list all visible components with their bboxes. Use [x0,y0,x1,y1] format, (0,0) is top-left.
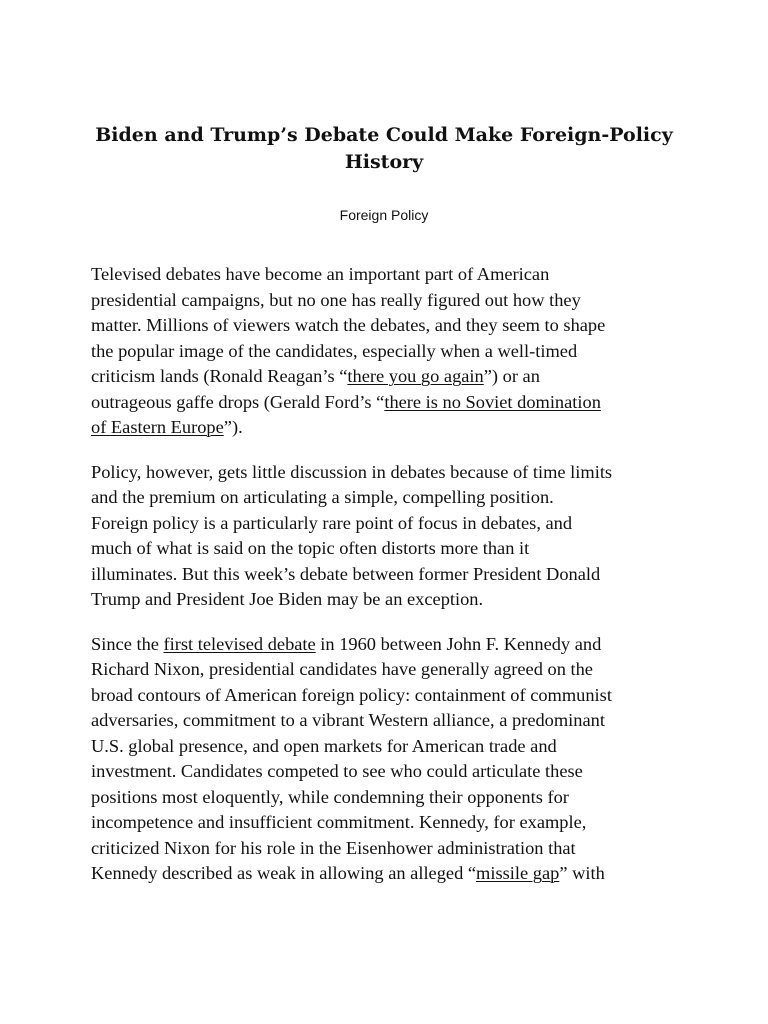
text-line [91,810,691,836]
text-run: in 1960 between John F. Kennedy and [315,633,602,654]
text-run: Televised debates have become an important part of American [91,264,550,284]
article-title-line-1: Biden and Trump’s Debate Could Make Foreign-Policy [95,124,673,146]
text-line [91,861,691,887]
text-line [91,785,691,811]
text-run: Kennedy described as weak in allowing an alleged “ [91,863,477,883]
text-run: ”). [223,417,243,437]
link-missile-gap[interactable]: missile gap [476,863,560,883]
text-run: Policy, however, gets little discussion in debates because of time limits [91,461,613,482]
paragraph-1 [91,262,691,441]
text-run: Since the [91,633,164,654]
text-run: the popular image of the candidates, especially when a well-timed [91,340,578,361]
text-line [91,390,691,416]
text-line [91,511,691,537]
article-body [91,262,691,906]
text-run: positions most eloquently, while condemning their opponents for [91,786,569,807]
text-run: and the premium on articulating a simple, compelling position. [91,487,554,507]
text-run: investment. Candidates competed to see who could articulate these [91,761,583,781]
text-line [91,536,691,562]
link-eastern-europe[interactable]: of Eastern Europe [91,417,224,437]
paragraph-2 [91,460,691,613]
text-run: adversaries, commitment to a vibrant Western alliance, a predominant [91,710,605,730]
text-run: broad contours of American foreign policy: containment of communist [91,684,612,705]
text-line [91,562,691,588]
text-line [91,485,691,511]
text-run: presidential campaigns, but no one has really figured out how they [91,289,581,310]
text-line [91,657,691,683]
link-there-you-go-again[interactable]: there you go again [347,366,484,386]
text-line [91,339,691,365]
text-line [91,262,691,288]
link-soviet-domination[interactable]: there is no Soviet domination [384,391,601,412]
text-line [91,415,691,441]
text-run: ” with [559,863,605,883]
paragraph-3 [91,632,691,887]
text-run: matter. Millions of viewers watch the debates, and they seem to shape [91,315,606,335]
text-run: much of what is said on the topic often distorts more than it [91,538,530,558]
article-title [84,122,684,176]
text-line [91,587,691,613]
text-line [91,288,691,314]
text-run: Foreign policy is a particularly rare point of focus in debates, and [91,512,573,533]
text-run: Trump and President Joe Biden may be an exception. [91,589,484,609]
text-line [91,683,691,709]
text-run: outrageous gaffe drops (Gerald Ford’s “ [91,391,385,412]
text-run: incompetence and insufficient commitment. Kennedy, for example, [91,812,587,832]
text-line [91,460,691,486]
text-line [91,364,691,390]
text-run: illuminates. But this week’s debate between former President Donald [91,563,601,584]
text-line [91,632,691,658]
text-run: criticized Nixon for his role in the Eisenhower administration that [91,837,576,858]
text-line [91,734,691,760]
text-line [91,759,691,785]
text-run: Richard Nixon, presidential candidates have generally agreed on the [91,659,593,679]
section-label: Foreign Policy [339,207,429,223]
text-run: ”) or an [483,366,540,386]
text-run: U.S. global presence, and open markets for American trade and [91,735,557,756]
text-line [91,313,691,339]
text-run: criticism lands (Ronald Reagan’s “ [91,366,348,386]
link-first-televised-debate[interactable]: first televised debate [163,633,316,654]
text-line [91,836,691,862]
text-line [91,708,691,734]
article-title-line-2: History [344,151,424,173]
